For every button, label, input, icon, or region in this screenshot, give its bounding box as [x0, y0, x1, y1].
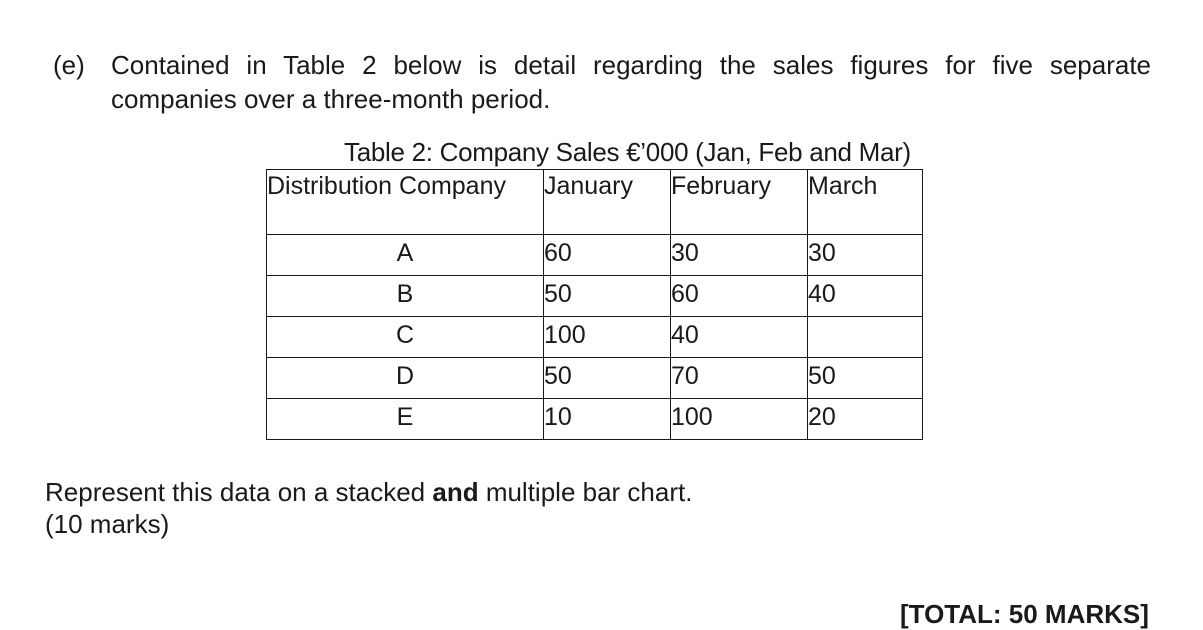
march-cell — [808, 317, 923, 358]
february-cell: 60 — [671, 276, 808, 317]
header-march: March — [808, 170, 923, 235]
january-cell: 100 — [544, 317, 671, 358]
marks-allocation: (10 marks) — [45, 509, 170, 539]
header-distribution-company: Distribution Company — [267, 170, 544, 235]
february-cell: 70 — [671, 358, 808, 399]
january-cell: 50 — [544, 358, 671, 399]
january-cell: 10 — [544, 399, 671, 440]
instruction-emphasis: and — [432, 477, 479, 507]
january-cell: 60 — [544, 235, 671, 276]
february-cell: 100 — [671, 399, 808, 440]
header-january: January — [544, 170, 671, 235]
instruction-text — [45, 476, 692, 508]
table-row — [267, 399, 923, 440]
march-cell: 20 — [808, 399, 923, 440]
march-cell: 30 — [808, 235, 923, 276]
march-cell: 50 — [808, 358, 923, 399]
company-cell: E — [267, 399, 544, 440]
header-february: February — [671, 170, 808, 235]
table-row — [267, 358, 923, 399]
company-cell: C — [267, 317, 544, 358]
table-row — [267, 317, 923, 358]
question-label: (e) — [53, 50, 85, 80]
total-marks-footer: [TOTAL: 50 MARKS] — [900, 599, 1149, 629]
table-row — [267, 276, 923, 317]
instruction-text-after: multiple bar chart. — [478, 477, 693, 507]
question-text: Contained in Table 2 below is detail regarding the sales figures for five separate companies over a three-month period. — [111, 50, 1151, 114]
table-row — [267, 235, 923, 276]
company-cell: A — [267, 235, 544, 276]
company-cell: D — [267, 358, 544, 399]
table-caption: Table 2: Company Sales €’000 (Jan, Feb and Mar) — [344, 137, 911, 167]
february-cell: 40 — [671, 317, 808, 358]
company-cell: B — [267, 276, 544, 317]
instruction-text-before: Represent this data on a stacked — [45, 477, 433, 507]
march-cell: 40 — [808, 276, 923, 317]
table-header-row — [267, 170, 923, 235]
sales-table — [266, 169, 923, 440]
january-cell: 50 — [544, 276, 671, 317]
february-cell: 30 — [671, 235, 808, 276]
